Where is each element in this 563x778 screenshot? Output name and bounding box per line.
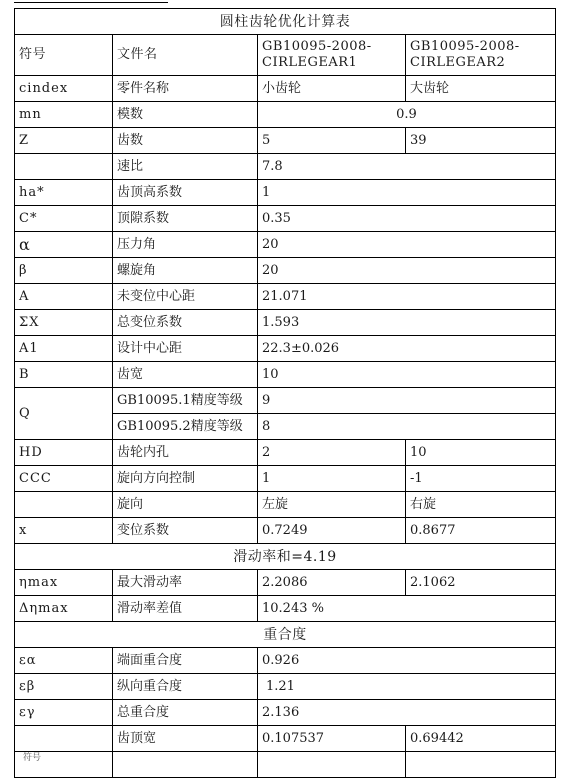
row-value-1: 2 bbox=[258, 440, 406, 466]
section-row bbox=[15, 544, 556, 570]
table-row bbox=[15, 310, 556, 336]
header-row bbox=[15, 35, 556, 76]
table-row bbox=[15, 284, 556, 310]
row-symbol: B bbox=[15, 362, 113, 388]
row-value-1: 2.2086 bbox=[258, 570, 406, 596]
row-symbol: ha* bbox=[15, 180, 113, 206]
row-name: 总重合度 bbox=[113, 700, 258, 726]
row-name: 压力角 bbox=[113, 232, 258, 258]
top-border-line bbox=[14, 2, 168, 3]
header-file-gear1: GB10095-2008-CIRLEGEAR1 bbox=[258, 35, 406, 76]
table-row bbox=[15, 518, 556, 544]
row-symbol: A1 bbox=[15, 336, 113, 362]
row-name: 变位系数 bbox=[113, 518, 258, 544]
row-symbol: εα bbox=[15, 648, 113, 674]
row-name: 齿顶宽 bbox=[113, 726, 258, 752]
title-row bbox=[15, 9, 556, 35]
row-value-2: 右旋 bbox=[406, 492, 556, 518]
table-row bbox=[15, 362, 556, 388]
row-symbol: εβ bbox=[15, 674, 113, 700]
row-value-merged: 0.9 bbox=[258, 102, 556, 128]
cut-off-row bbox=[15, 752, 556, 778]
row-value-1: 21.071 bbox=[258, 284, 556, 310]
row-symbol: ηmax bbox=[15, 570, 113, 596]
row-name: 速比 bbox=[113, 154, 258, 180]
table-row bbox=[15, 102, 556, 128]
row-symbol: Δηmax bbox=[15, 596, 113, 622]
row-symbol bbox=[15, 492, 113, 518]
table-row bbox=[15, 674, 556, 700]
table-row bbox=[15, 232, 556, 258]
row-name: 螺旋角 bbox=[113, 258, 258, 284]
row-value-1: 9 bbox=[258, 388, 556, 414]
table-row bbox=[15, 180, 556, 206]
row-name: 模数 bbox=[113, 102, 258, 128]
row-value-1: 10 bbox=[258, 362, 556, 388]
row-value-2: 0.69442 bbox=[406, 726, 556, 752]
row-value-1: 1 bbox=[258, 466, 406, 492]
table-row bbox=[15, 570, 556, 596]
table-row bbox=[15, 206, 556, 232]
table-row bbox=[15, 466, 556, 492]
row-name: 纵向重合度 bbox=[113, 674, 258, 700]
row-value-1: 0.7249 bbox=[258, 518, 406, 544]
table-row bbox=[15, 726, 556, 752]
row-symbol bbox=[15, 726, 113, 752]
cut-off-cell bbox=[406, 752, 556, 778]
row-name: GB10095.1精度等级 bbox=[113, 388, 258, 414]
row-name: 未变位中心距 bbox=[113, 284, 258, 310]
row-name: 齿宽 bbox=[113, 362, 258, 388]
row-symbol: cindex bbox=[15, 76, 113, 102]
row-symbol: mn bbox=[15, 102, 113, 128]
row-value-1: 0.35 bbox=[258, 206, 556, 232]
row-name: 旋向 bbox=[113, 492, 258, 518]
row-value-1: 7.8 bbox=[258, 154, 556, 180]
row-symbol: CCC bbox=[15, 466, 113, 492]
header-file-gear2: GB10095-2008-CIRLEGEAR2 bbox=[406, 35, 556, 76]
row-symbol: β bbox=[15, 258, 113, 284]
table-row bbox=[15, 388, 556, 414]
row-symbol: εγ bbox=[15, 700, 113, 726]
row-value-2: 大齿轮 bbox=[406, 76, 556, 102]
row-value-1: 0.107537 bbox=[258, 726, 406, 752]
row-value-1: 5 bbox=[258, 128, 406, 154]
row-name: 齿顶高系数 bbox=[113, 180, 258, 206]
header-symbol: 符号 bbox=[15, 35, 113, 76]
row-name: 零件名称 bbox=[113, 76, 258, 102]
row-value-1: 1.593 bbox=[258, 310, 556, 336]
row-value-1: 1.21 bbox=[258, 674, 556, 700]
table-row bbox=[15, 258, 556, 284]
row-name: 最大滑动率 bbox=[113, 570, 258, 596]
table-row bbox=[15, 336, 556, 362]
row-symbol: Z bbox=[15, 128, 113, 154]
row-symbol: Q bbox=[15, 388, 113, 440]
table-row bbox=[15, 440, 556, 466]
cut-off-cell bbox=[113, 752, 258, 778]
row-name: 滑动率差值 bbox=[113, 596, 258, 622]
row-value-1: 左旋 bbox=[258, 492, 406, 518]
row-value-1: 小齿轮 bbox=[258, 76, 406, 102]
row-name: 顶隙系数 bbox=[113, 206, 258, 232]
row-name: 齿轮内孔 bbox=[113, 440, 258, 466]
row-value-2: 10 bbox=[406, 440, 556, 466]
row-name: 设计中心距 bbox=[113, 336, 258, 362]
row-symbol: α bbox=[15, 232, 113, 258]
table-title: 圆柱齿轮优化计算表 bbox=[15, 9, 556, 35]
row-name: 旋向方向控制 bbox=[113, 466, 258, 492]
row-symbol: HD bbox=[15, 440, 113, 466]
cut-off-cell bbox=[258, 752, 406, 778]
row-value-1: 0.926 bbox=[258, 648, 556, 674]
row-symbol: x bbox=[15, 518, 113, 544]
row-value-2: -1 bbox=[406, 466, 556, 492]
table-row bbox=[15, 648, 556, 674]
row-name: 总变位系数 bbox=[113, 310, 258, 336]
table-row bbox=[15, 76, 556, 102]
row-value-2: 2.1062 bbox=[406, 570, 556, 596]
row-value-1: 1 bbox=[258, 180, 556, 206]
row-name: 端面重合度 bbox=[113, 648, 258, 674]
section-sliding-sum: 滑动率和=4.19 bbox=[15, 544, 556, 570]
row-value-1: 22.3±0.026 bbox=[258, 336, 556, 362]
row-name: 齿数 bbox=[113, 128, 258, 154]
section-row bbox=[15, 622, 556, 648]
section-contact-ratio: 重合度 bbox=[15, 622, 556, 648]
table-row bbox=[15, 154, 556, 180]
row-value-1: 10.243 % bbox=[258, 596, 556, 622]
row-name: GB10095.2精度等级 bbox=[113, 414, 258, 440]
gear-calc-table bbox=[14, 8, 556, 778]
row-value-1: 8 bbox=[258, 414, 556, 440]
row-symbol bbox=[15, 154, 113, 180]
row-value-2: 39 bbox=[406, 128, 556, 154]
row-value-1: 20 bbox=[258, 258, 556, 284]
table-row bbox=[15, 700, 556, 726]
row-value-1: 20 bbox=[258, 232, 556, 258]
row-value-2: 0.8677 bbox=[406, 518, 556, 544]
row-value-1: 2.136 bbox=[258, 700, 556, 726]
cut-off-cell bbox=[15, 752, 113, 778]
table-row bbox=[15, 128, 556, 154]
row-symbol: C* bbox=[15, 206, 113, 232]
header-file-label: 文件名 bbox=[113, 35, 258, 76]
cut-off-text: 符号 bbox=[23, 753, 42, 763]
row-symbol: ΣX bbox=[15, 310, 113, 336]
row-symbol: A bbox=[15, 284, 113, 310]
table-row bbox=[15, 492, 556, 518]
table-row bbox=[15, 596, 556, 622]
